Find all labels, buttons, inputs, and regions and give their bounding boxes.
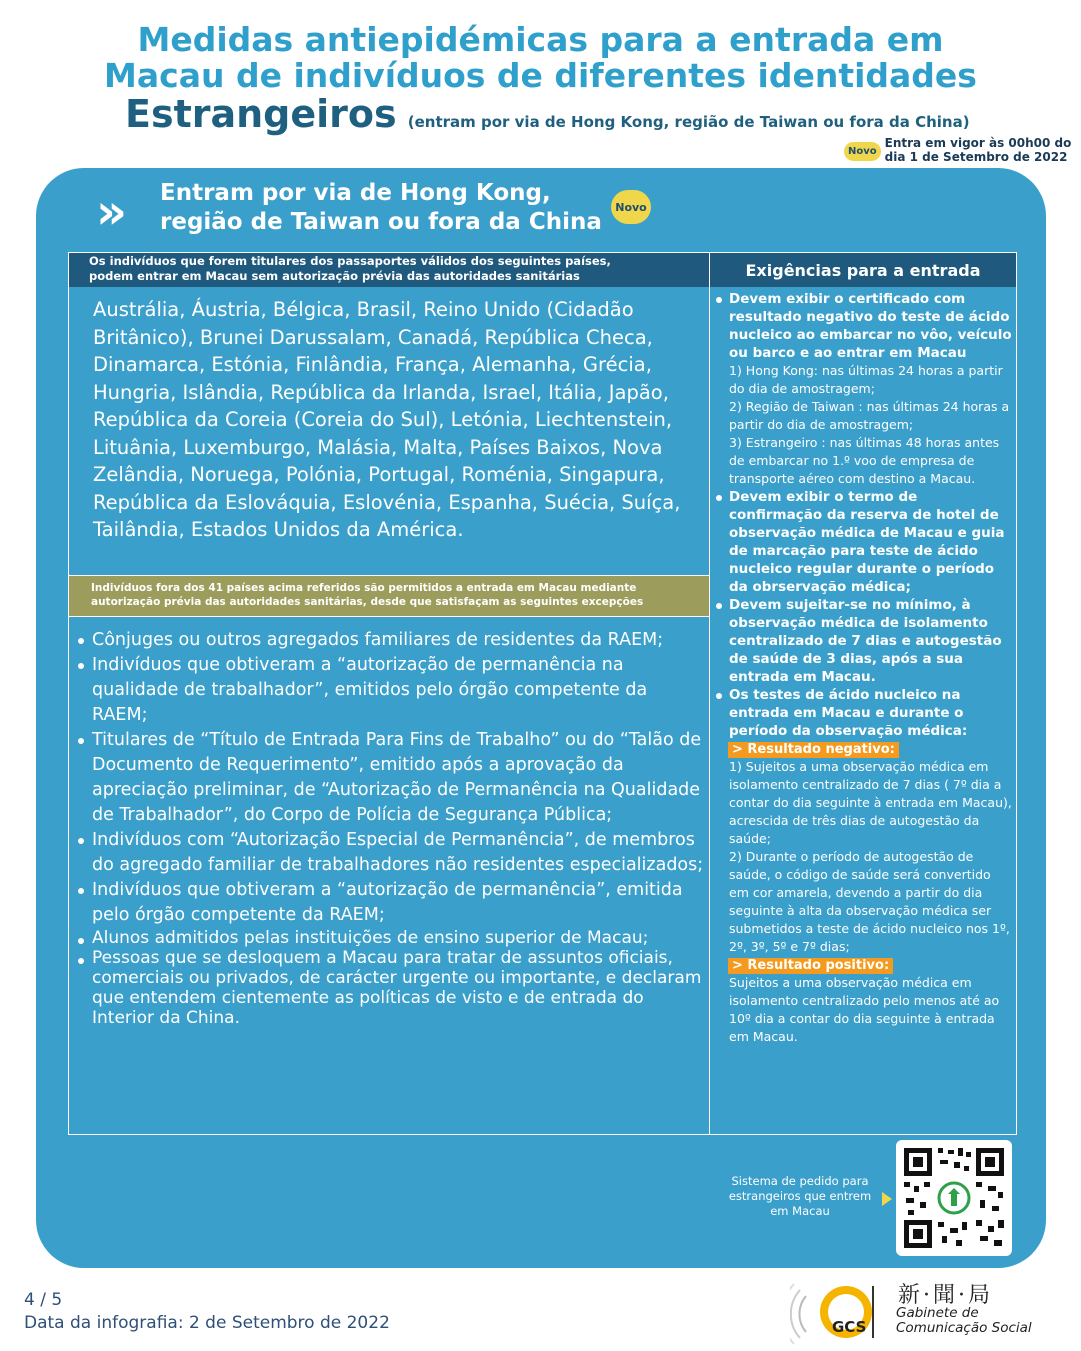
requirements-list [714, 290, 1014, 1046]
exceptions-header-line-2: autorização prévia das autoridades sanitárias, desde que satisfaçam as seguintes excepções [91, 596, 644, 608]
negative-result-2: 2) Durante o período de autogestão de saúde, o código de saúde será convertido em cor amarela, devendo a partir do dia seguinte à alta da observação médica ser submetidos a teste de ácido nucleico nos 1º, 2º, 3º, 5º e 7º dias; [729, 849, 1010, 954]
countries-list: Austrália, Áustria, Bélgica, Brasil, Reino Unido (Cidadão Britânico), Brunei Darussalam, Canadá, República Checa, Dinamarca, Estónia, Finlândia, França, Alemanha, Grécia, Hungria, Islândia, República da Irlanda, Israel, Itália, Japão, República da Coreia (Coreia do Sul), Letónia, Liechtenstein, Lituânia, Luxemburgo, Malásia, Malta, Países Baixos, Nova Zelândia, Noruega, Polónia, Portugal, Roménia, Singapura, República da Eslováquia, Eslovénia, Espanha, Suécia, Suíça, Tailândia, Estados Unidos da América. [93, 298, 681, 541]
qr-caption: Sistema de pedido para estrangeiros que entrem em Macau [728, 1174, 872, 1218]
logo-chinese: 新·聞·局 [898, 1283, 993, 1308]
requirement-1b: 2) Região de Taiwan : nas últimas 24 horas a partir do dia de amostragem; [729, 399, 1010, 432]
exceptions-list [76, 628, 706, 1028]
panel-title-line-2: região de Taiwan ou fora da China [160, 209, 602, 235]
list-item: Titulares de “Título de Entrada Para Fins de Trabalho” ou do “Talão de Documento de Requerimento”, emitido após a aprovação da apreciação preliminar, de “Autorização de Permanência na Qualidade de Trabalhador”, do Corpo de Polícia de Segurança Pública; [76, 728, 706, 828]
qr-code[interactable] [896, 1140, 1012, 1256]
list-item: Pessoas que se desloquem a Macau para tratar de assuntos oficiais, comerciais ou privados, de carácter urgente ou importante, e declaram que entendem cientemente as políticas de visto e de entrada do Interior da China. [76, 948, 706, 1028]
requirement-4: Os testes de ácido nucleico na entrada em Macau e durante o período da observação médica: [714, 686, 1014, 740]
double-chevron-icon: » [96, 184, 118, 240]
countries-header [69, 253, 709, 287]
logo-pt-line-2: Comunicação Social [896, 1320, 1032, 1336]
arrow-right-icon [882, 1192, 892, 1206]
title-line-1: Medidas antiepidémicas para a entrada em [137, 20, 944, 59]
negative-result-1: 1) Sujeitos a uma observação médica em isolamento centralizado de 7 dias ( 7º dia a contar do dia seguinte à entrada em Macau), acrescida de três dias de autogestão da saúde; [729, 759, 1012, 846]
list-item: Indivíduos com “Autorização Especial de Permanência”, de membros do agregado familiar de trabalhadores não residentes especializados; [76, 828, 706, 878]
effective-line-1: Entra em vigor às 00h00 do [884, 136, 1072, 150]
exceptions-header [69, 576, 709, 616]
countries-header-line-1: Os indivíduos que forem titulares dos passaportes válidos dos seguintes países, [89, 254, 611, 268]
requirement-2: Devem exibir o termo de confirmação da reserva de hotel de observação médica de Macau e guia de marcação para teste de ácido nucleico regular durante o período da obrservação médica; [714, 488, 1014, 596]
subtitle-note: (entram por via de Hong Kong, região de Taiwan ou fora da China) [407, 113, 970, 131]
effective-date [844, 136, 1071, 164]
countries-header-line-2: podem entrar em Macau sem autorização prévia das autoridades sanitárias [89, 269, 580, 283]
subtitle-row [125, 92, 970, 136]
subtitle: Estrangeiros [125, 92, 397, 136]
effective-date-text [885, 136, 1072, 164]
list-item: Indivíduos que obtiveram a “autorização de permanência”, emitida pelo órgão competente da RAEM; [76, 878, 706, 928]
qr-code-icon [896, 1140, 1012, 1256]
logo-portuguese [896, 1306, 1032, 1336]
negative-result-label: > Resultado negativo: [728, 742, 899, 758]
list-item: Indivíduos que obtiveram a “autorização de permanência na qualidade de trabalhador”, emitidos pelo órgão competente da RAEM; [76, 653, 706, 728]
list-item: Alunos admitidos pelas instituições de ensino superior de Macau; [76, 928, 706, 948]
column-divider [709, 252, 710, 1135]
gcs-logo-mark: GCS [832, 1318, 867, 1336]
page-indicator: 4 / 5 [24, 1290, 63, 1310]
positive-result-label: > Resultado positivo: [728, 958, 893, 974]
logo-pt-line-1: Gabinete de [896, 1305, 979, 1321]
row-divider [69, 616, 709, 617]
new-badge: Novo [844, 142, 881, 161]
infographic-date: Data da infografia: 2 de Setembro de 2022 [24, 1313, 390, 1333]
panel-new-badge: Novo [611, 190, 651, 224]
requirement-1: Devem exibir o certificado com resultado negativo do teste de ácido nucleico ao embarcar no vôo, veículo ou barco e ao entrar em Macau [714, 290, 1014, 362]
positive-result-1: Sujeitos a uma observação médica em isolamento centralizado pelo menos até ao 10º dia a contar do dia seguinte à entrada em Macau. [729, 975, 1000, 1044]
page-title [0, 22, 1081, 94]
panel-title [160, 179, 602, 237]
requirement-1c: 3) Estrangeiro : nas últimas 48 horas antes de embarcar no 1.º voo de empresa de transporte aéreo com destino a Macau. [729, 435, 1000, 486]
requirements-header: Exigências para a entrada [710, 253, 1016, 287]
title-line-2: Macau de indivíduos de diferentes identidades [104, 56, 977, 95]
effective-line-2: dia 1 de Setembro de 2022 [884, 150, 1068, 164]
list-item: Cônjuges ou outros agregados familiares de residentes da RAEM; [76, 628, 706, 653]
panel-title-line-1: Entram por via de Hong Kong, [160, 180, 551, 206]
requirement-1a: 1) Hong Kong: nas últimas 24 horas a partir do dia de amostragem; [729, 363, 1003, 396]
exceptions-header-line-1: Indivíduos fora dos 41 países acima referidos são permitidos a entrada em Macau mediante [91, 582, 637, 594]
requirement-3: Devem sujeitar-se no mínimo, à observação médica de isolamento centralizado de 7 dias e autogestão de saúde de 3 dias, após a sua entrada em Macau. [714, 596, 1014, 686]
